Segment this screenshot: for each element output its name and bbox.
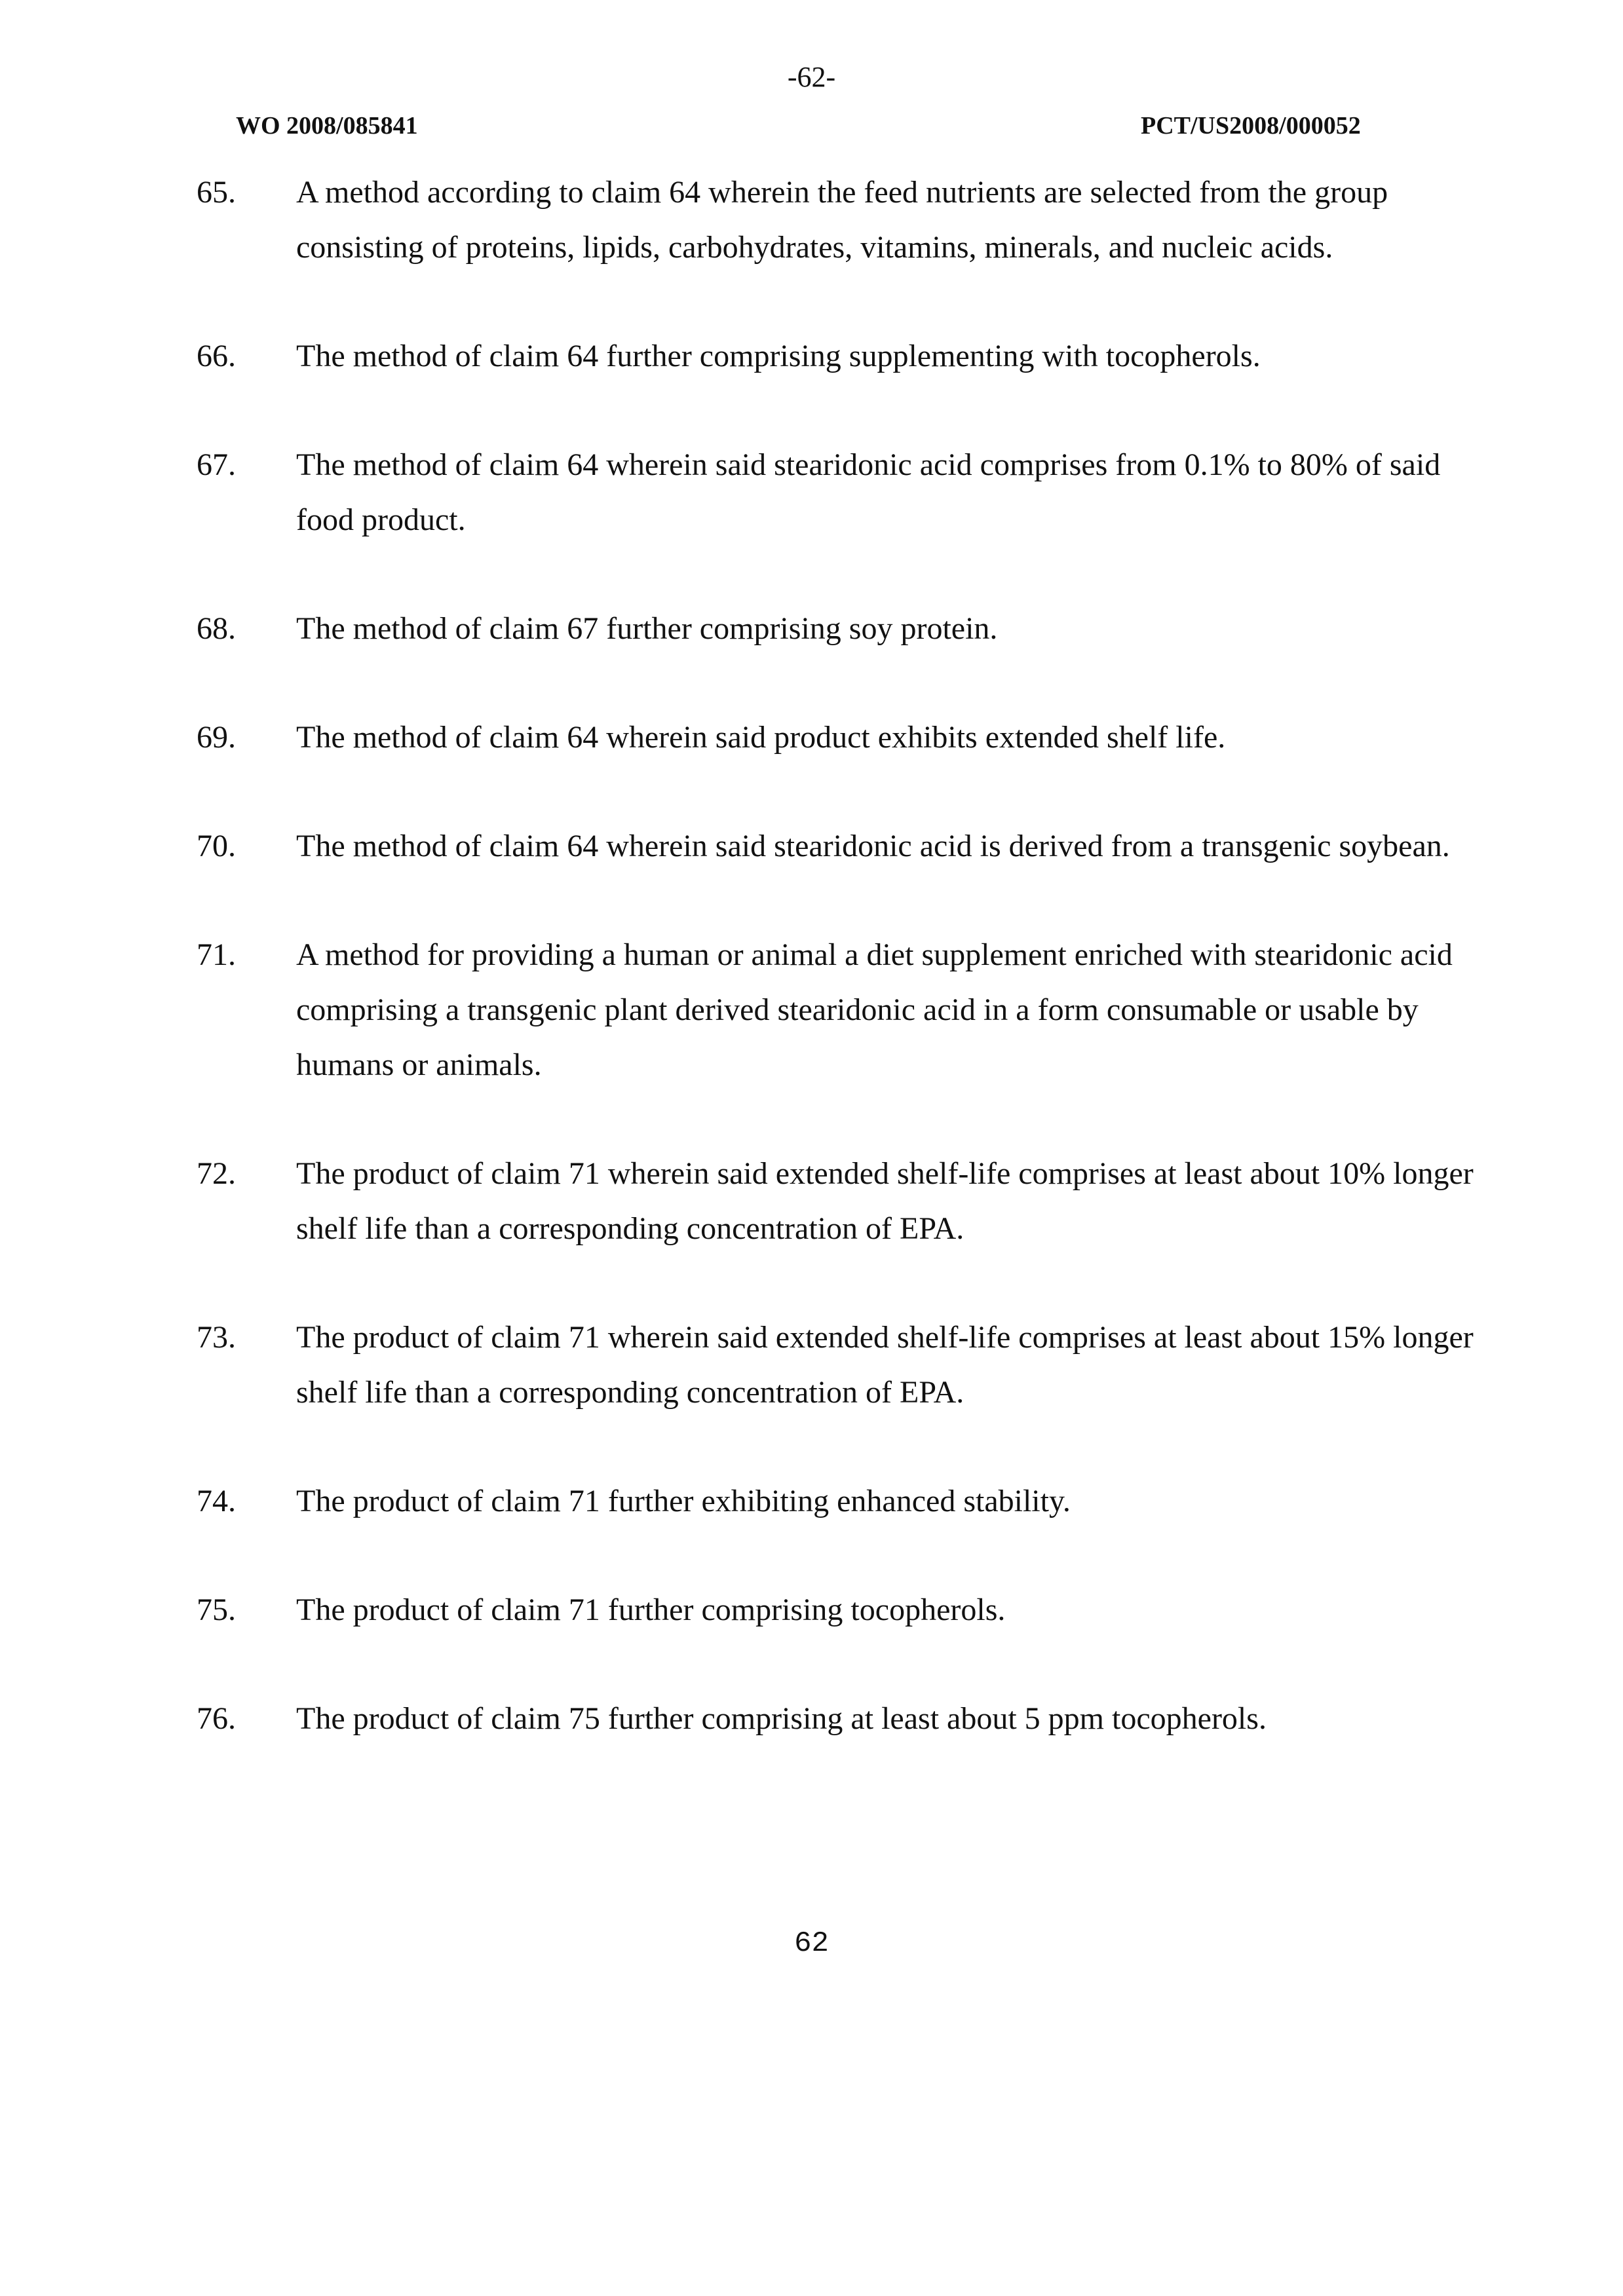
claim-item xyxy=(197,165,1481,275)
claim-text: The product of claim 71 wherein said extended shelf-life comprises at least about 10% longer shelf life than a corresponding concentration of EPA. xyxy=(296,1156,1474,1246)
claim-text: A method for providing a human or animal a diet supplement enriched with stearidonic acid comprising a transgenic plant derived stearidonic acid in a form consumable or usable by humans or animals. xyxy=(296,937,1453,1082)
page-marker-top: -62- xyxy=(787,61,836,93)
page-number-footer: 62 xyxy=(794,1927,829,1960)
claim-item xyxy=(197,1146,1481,1256)
claim-number: 75. xyxy=(197,1592,236,1627)
claim-number: 70. xyxy=(197,829,236,863)
claims-list xyxy=(197,165,1481,1800)
claim-item xyxy=(197,710,1481,765)
claim-item xyxy=(197,819,1481,874)
claim-text: The method of claim 64 wherein said stearidonic acid is derived from a transgenic soybean. xyxy=(296,829,1450,863)
claim-item xyxy=(197,438,1481,548)
claim-text: The product of claim 71 further comprising tocopherols. xyxy=(296,1592,1006,1627)
claim-number: 69. xyxy=(197,720,236,755)
publication-number: WO 2008/085841 xyxy=(236,112,418,140)
claim-text: The product of claim 75 further comprising at least about 5 ppm tocopherols. xyxy=(296,1701,1267,1736)
claim-text: The method of claim 67 further comprising soy protein. xyxy=(296,611,998,646)
claim-number: 65. xyxy=(197,175,236,210)
claim-number: 74. xyxy=(197,1484,236,1518)
claim-text: The method of claim 64 wherein said stearidonic acid comprises from 0.1% to 80% of said food product. xyxy=(296,447,1441,537)
claim-text: The method of claim 64 further comprising supplementing with tocopherols. xyxy=(296,339,1261,373)
claim-text: A method according to claim 64 wherein the feed nutrients are selected from the group consisting of proteins, lipids, carbohydrates, vitamins, minerals, and nucleic acids. xyxy=(296,175,1388,265)
claim-item xyxy=(197,928,1481,1093)
claim-number: 66. xyxy=(197,339,236,373)
claim-number: 73. xyxy=(197,1320,236,1355)
application-number: PCT/US2008/000052 xyxy=(1141,112,1361,140)
claim-text: The product of claim 71 wherein said extended shelf-life comprises at least about 15% longer shelf life than a corresponding concentration of EPA. xyxy=(296,1320,1474,1410)
claim-number: 68. xyxy=(197,611,236,646)
claim-number: 76. xyxy=(197,1701,236,1736)
claim-item xyxy=(197,1691,1481,1746)
claim-item xyxy=(197,329,1481,384)
claim-item xyxy=(197,1310,1481,1420)
claim-number: 71. xyxy=(197,937,236,972)
claim-number: 72. xyxy=(197,1156,236,1191)
claim-item xyxy=(197,601,1481,656)
claim-item xyxy=(197,1474,1481,1529)
claim-text: The method of claim 64 wherein said product exhibits extended shelf life. xyxy=(296,720,1226,755)
claim-number: 67. xyxy=(197,447,236,482)
claim-item xyxy=(197,1583,1481,1638)
claim-text: The product of claim 71 further exhibiting enhanced stability. xyxy=(296,1484,1071,1518)
